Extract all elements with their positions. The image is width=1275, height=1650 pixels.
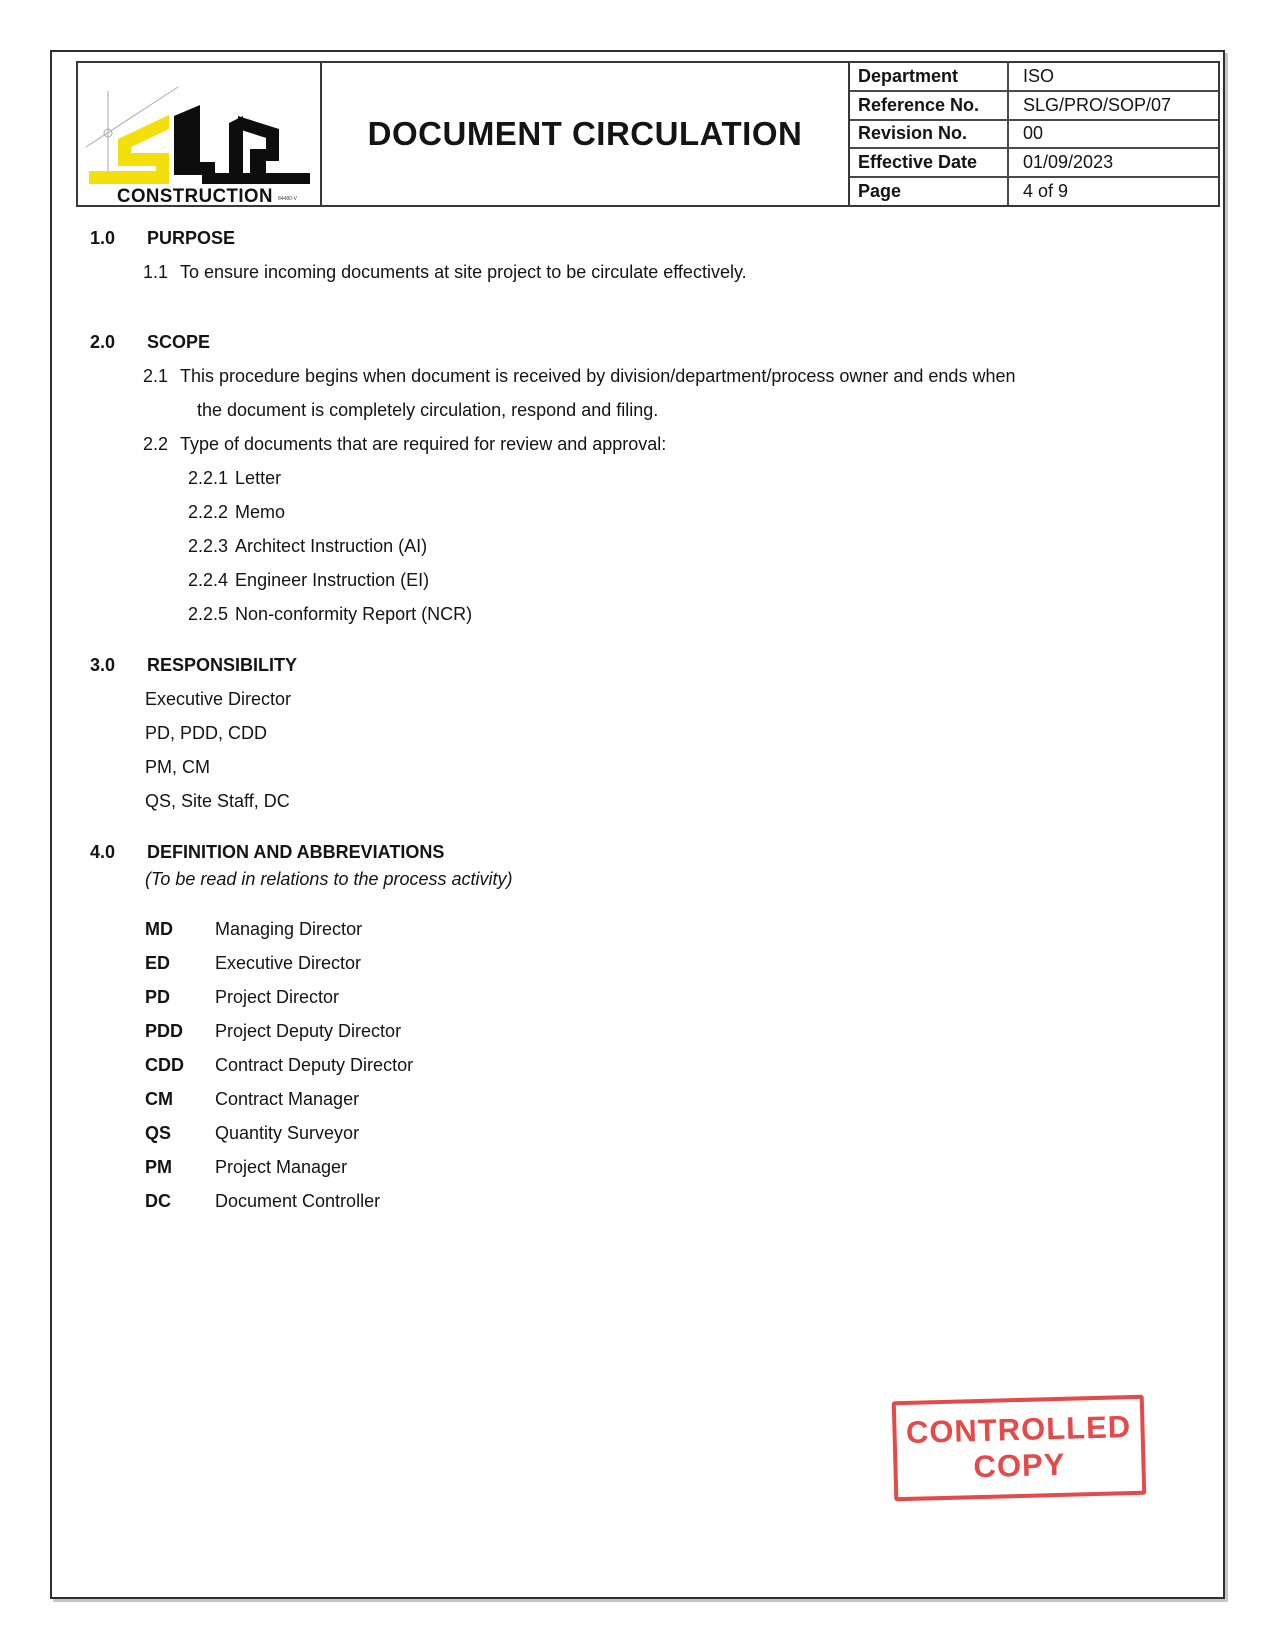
meta-label: Revision No. bbox=[850, 121, 1009, 148]
clause-2-1-continuation: the document is completely circulation, respond and filing. bbox=[197, 400, 659, 420]
meta-label: Effective Date bbox=[850, 149, 1009, 176]
section-heading-responsibility bbox=[52, 648, 1223, 682]
clause-2-2-4 bbox=[52, 563, 1223, 597]
logo-tagline: CONSTRUCTION bbox=[117, 186, 273, 205]
abbreviation-term: DC bbox=[145, 1191, 171, 1211]
section-heading-definitions bbox=[52, 835, 1223, 869]
section-number: 2.0 bbox=[90, 332, 116, 352]
abbreviation-definition: Managing Director bbox=[215, 919, 363, 939]
responsibility-line: PM, CM bbox=[145, 757, 210, 777]
clause-number: 2.2.4 bbox=[188, 570, 229, 590]
document-title: DOCUMENT CIRCULATION bbox=[367, 115, 803, 152]
abbreviation-term: CM bbox=[145, 1089, 173, 1109]
clause-number: 2.1 bbox=[143, 366, 169, 386]
meta-label: Page bbox=[850, 178, 1009, 205]
clause-text: To ensure incoming documents at site project to be circulate effectively. bbox=[180, 262, 747, 282]
meta-value: 4 of 9 bbox=[1023, 181, 1069, 202]
abbreviation-definition: Executive Director bbox=[215, 953, 362, 973]
section-number: 4.0 bbox=[90, 842, 116, 862]
clause-2-1 bbox=[52, 359, 1223, 393]
section-title: DEFINITION AND ABBREVIATIONS bbox=[147, 842, 445, 862]
abbreviation-term: QS bbox=[145, 1123, 172, 1143]
abbreviation-definition: Project Director bbox=[215, 987, 340, 1007]
clause-text: Non-conformity Report (NCR) bbox=[235, 604, 473, 624]
clause-number: 2.2.5 bbox=[188, 604, 229, 624]
clause-text: Memo bbox=[235, 502, 286, 522]
abbreviation-row bbox=[52, 1048, 1223, 1082]
abbreviation-term: CDD bbox=[145, 1055, 184, 1075]
meta-label: Reference No. bbox=[850, 92, 1009, 119]
document-body bbox=[52, 52, 1223, 1218]
section-title: SCOPE bbox=[147, 332, 211, 352]
clause-number: 2.2.1 bbox=[188, 468, 229, 488]
stamp-text: COPY bbox=[973, 1446, 1066, 1485]
abbreviation-definition: Document Controller bbox=[215, 1191, 381, 1211]
clause-2-2 bbox=[52, 427, 1223, 461]
responsibility-line: QS, Site Staff, DC bbox=[145, 791, 290, 811]
meta-value: 01/09/2023 bbox=[1023, 152, 1114, 173]
controlled-copy-stamp bbox=[892, 1395, 1147, 1502]
abbreviation-row bbox=[52, 980, 1223, 1014]
clause-number: 2.2 bbox=[143, 434, 169, 454]
abbreviation-definition: Contract Deputy Director bbox=[215, 1055, 414, 1075]
clause-text: Engineer Instruction (EI) bbox=[235, 570, 430, 590]
section-number: 1.0 bbox=[90, 228, 116, 248]
logo-registration-number: 84480-V bbox=[278, 196, 297, 202]
meta-label: Department bbox=[850, 63, 1009, 90]
abbreviation-term: PDD bbox=[145, 1021, 184, 1041]
abbreviation-row bbox=[52, 1082, 1223, 1116]
clause-2-2-1 bbox=[52, 461, 1223, 495]
clause-text: Architect Instruction (AI) bbox=[235, 536, 428, 556]
abbreviation-term: ED bbox=[145, 953, 171, 973]
abbreviation-row bbox=[52, 1184, 1223, 1218]
abbreviation-row bbox=[52, 1116, 1223, 1150]
clause-2-2-3 bbox=[52, 529, 1223, 563]
abbreviation-row bbox=[52, 1150, 1223, 1184]
abbreviation-term: MD bbox=[145, 919, 173, 939]
stamp-text: CONTROLLED bbox=[905, 1409, 1132, 1450]
clause-number: 2.2.3 bbox=[188, 536, 229, 556]
meta-value: SLG/PRO/SOP/07 bbox=[1023, 94, 1172, 115]
abbreviation-definition: Contract Manager bbox=[215, 1089, 360, 1109]
section-title: PURPOSE bbox=[147, 228, 236, 248]
clause-text: Type of documents that are required for review and approval: bbox=[180, 434, 667, 454]
clause-2-2-5 bbox=[52, 597, 1223, 631]
abbreviation-definition: Quantity Surveyor bbox=[215, 1123, 360, 1143]
clause-2-2-2 bbox=[52, 495, 1223, 529]
clause-number: 1.1 bbox=[143, 262, 169, 282]
meta-value: ISO bbox=[1023, 65, 1055, 86]
section-heading-purpose bbox=[52, 221, 1223, 255]
section-heading-scope bbox=[52, 325, 1223, 359]
clause-1-1 bbox=[52, 255, 1223, 289]
abbreviation-definition: Project Manager bbox=[215, 1157, 348, 1177]
abbreviation-term: PD bbox=[145, 987, 171, 1007]
clause-text: This procedure begins when document is received by division/department/process owner and ends when bbox=[180, 366, 1016, 386]
meta-value: 00 bbox=[1023, 123, 1044, 144]
section-number: 3.0 bbox=[90, 655, 116, 675]
abbreviation-row bbox=[52, 1014, 1223, 1048]
abbreviation-row bbox=[52, 912, 1223, 946]
responsibility-line: PD, PDD, CDD bbox=[145, 723, 268, 743]
clause-text: Letter bbox=[235, 468, 282, 488]
clause-number: 2.2.2 bbox=[188, 502, 229, 522]
abbreviation-definition: Project Deputy Director bbox=[215, 1021, 402, 1041]
page-border-frame bbox=[50, 50, 1225, 1599]
abbreviation-term: PM bbox=[145, 1157, 172, 1177]
responsibility-line: Executive Director bbox=[145, 689, 292, 709]
definitions-note: (To be read in relations to the process activity) bbox=[145, 869, 513, 889]
abbreviation-row bbox=[52, 946, 1223, 980]
section-title: RESPONSIBILITY bbox=[147, 655, 298, 675]
